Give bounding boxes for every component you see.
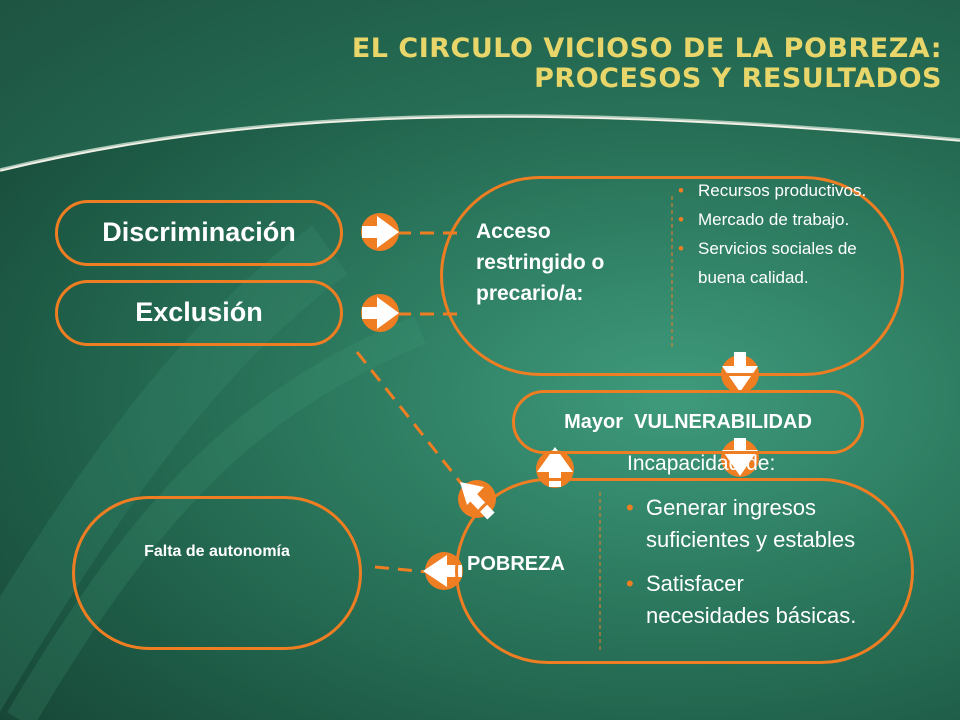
list-item: • Generar ingresos suficientes y estables: [624, 492, 870, 556]
pobreza-label: POBREZA: [467, 553, 565, 575]
title-line-1: EL CIRCULO VICIOSO DE LA POBREZA:: [351, 33, 942, 64]
acceso-list: [676, 176, 876, 292]
connector-autonomia-pobreza: [375, 567, 428, 572]
arrow-right-icon: [361, 213, 399, 251]
autonomia-node: [72, 496, 362, 650]
exclusion-node: [55, 280, 343, 346]
acceso-label: Acceso restringido o precario/a:: [476, 220, 605, 305]
title-line-2: PROCESOS Y RESULTADOS: [534, 63, 942, 94]
arrow-right-icon: [361, 294, 399, 332]
exclusion-label: Exclusión: [135, 297, 263, 327]
discriminacion-node: [55, 200, 343, 266]
list-item: • Servicios sociales de buena calidad.: [676, 234, 876, 292]
list-item: • Satisfacer necesidades básicas.: [624, 568, 870, 632]
vulnerabilidad-label: Mayor VULNERABILIDAD: [564, 411, 812, 433]
autonomia-label: Falta de autonomía: [144, 543, 290, 560]
discriminacion-label: Discriminación: [102, 217, 296, 247]
incapacidad-heading: Incapacidad de:: [627, 452, 776, 475]
incapacidad-list: [624, 492, 870, 632]
vulnerabilidad-node: [512, 390, 864, 454]
list-item: • Recursos productivos.: [676, 176, 876, 205]
connector-exclusion-pobreza: [357, 352, 468, 492]
list-item: • Mercado de trabajo.: [676, 205, 876, 234]
